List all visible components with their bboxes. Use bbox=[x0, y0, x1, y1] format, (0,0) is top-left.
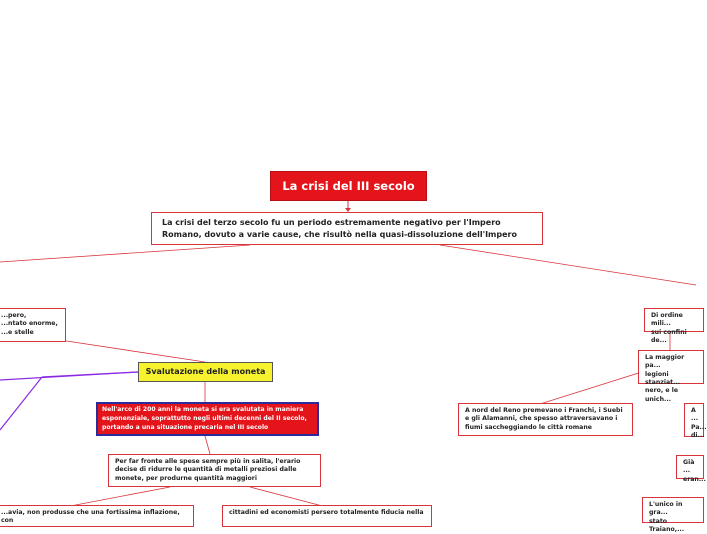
left-partial-node[interactable]: ...pero, ...ntato enorme, ...e stelle bbox=[0, 308, 66, 342]
legioni-node[interactable]: La maggior pa... legioni stanziat... nero, e le unich... bbox=[638, 350, 704, 384]
purple-connector-2 bbox=[42, 372, 138, 377]
central-topic[interactable]: La crisi del III secolo bbox=[270, 171, 427, 201]
connector-left-topic bbox=[60, 340, 205, 362]
right-a-node[interactable]: A ... Pa... di... bbox=[684, 403, 704, 437]
connector-intro-right bbox=[440, 245, 696, 285]
reno-node[interactable]: A nord del Reno premevano i Franchi, i Suebi e gli Alamanni, che spesso attraversavano i fiumi saccheggiando le città romane bbox=[458, 403, 633, 436]
inflazione-node[interactable]: ...avia, non produsse che una fortissima inflazione, con bbox=[0, 505, 194, 527]
traiano-node[interactable]: L'unico in gra... stato Traiano,... bbox=[642, 497, 704, 523]
right-gia-node[interactable]: Già ... eran... bbox=[676, 455, 704, 479]
fiducia-node[interactable]: cittadini ed economisti persero totalmente fiducia nella bbox=[222, 505, 432, 527]
spese-node[interactable]: Per far fronte alle spese sempre più in salita, l'erario decise di ridurre le quantità di metalli preziosi dalle monete, per produrne quantità maggiori bbox=[108, 454, 321, 487]
connector-intro-left bbox=[0, 245, 250, 262]
purple-connector-3 bbox=[0, 377, 42, 430]
moneta-svalutata-node[interactable]: Nell'arco di 200 anni la moneta si era svalutata in maniera esponenziale, soprattutto negli ultimi decenni del II secolo, portando a una situazione precaria nel III secolo bbox=[96, 402, 319, 436]
confini-node[interactable]: Di ordine mili... sui confini de... bbox=[644, 308, 704, 332]
svalutazione-topic[interactable]: Svalutazione della moneta bbox=[138, 362, 273, 382]
intro-node[interactable]: La crisi del terzo secolo fu un periodo estremamente negativo per l'Impero Romano, dovuto a varie cause, che risultò nella quasi-dissoluzione dell'Impero bbox=[151, 212, 543, 245]
connector-note-spese bbox=[205, 436, 210, 454]
